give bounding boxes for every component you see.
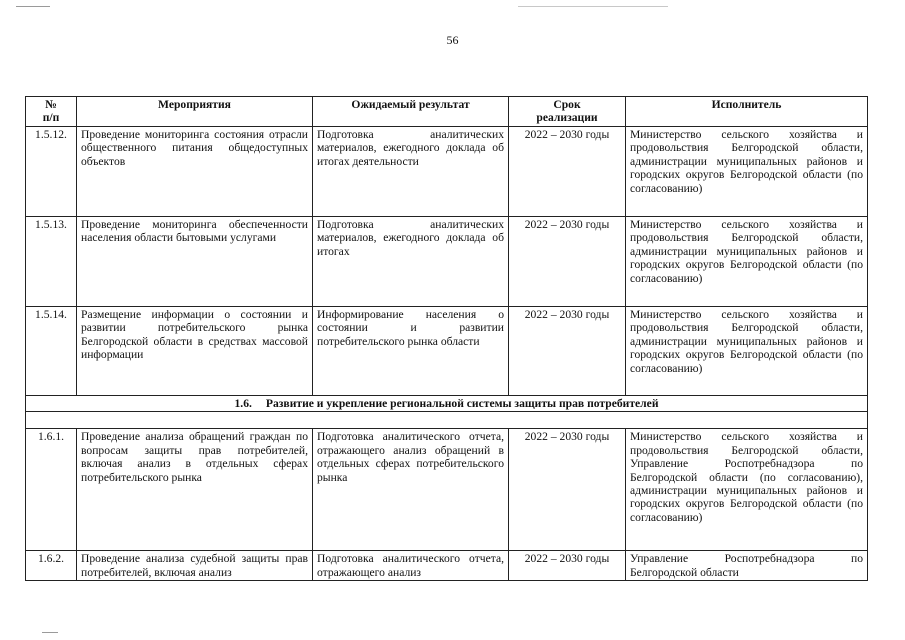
row-executor: Управление Роспотребнадзора по Белгородской области xyxy=(626,551,868,581)
section-title: Развитие и укрепление региональной системы защиты прав потребителей xyxy=(265,397,659,410)
row-num: 1.5.13. xyxy=(26,217,77,307)
header-num xyxy=(26,97,77,127)
row-activity: Размещение информации о состоянии и развитии потребительского рынка Белгородской области в средствах массовой информации xyxy=(77,307,313,396)
header-num-line1: № xyxy=(45,98,57,111)
row-term: 2022 – 2030 годы xyxy=(509,217,626,307)
header-term xyxy=(509,97,626,127)
table-row xyxy=(26,429,868,551)
header-activity: Мероприятия xyxy=(77,97,313,127)
row-activity: Проведение мониторинга состояния отрасли общественного питания общедоступных объектов xyxy=(77,127,313,217)
table-row xyxy=(26,307,868,396)
activities-table xyxy=(25,96,868,581)
row-result: Подготовка аналитического отчета, отражающего анализ xyxy=(313,551,509,581)
table-row xyxy=(26,217,868,307)
row-term: 2022 – 2030 годы xyxy=(509,551,626,581)
row-result: Информирование населения о состоянии и развитии потребительского рынка области xyxy=(313,307,509,396)
header-term-line2: реализации xyxy=(536,111,598,125)
row-result: Подготовка аналитических материалов, ежегодного доклада об итогах деятельности xyxy=(313,127,509,217)
row-activity: Проведение мониторинга обеспеченности населения области бытовыми услугами xyxy=(77,217,313,307)
scan-mark-bottom-left xyxy=(42,632,58,633)
page-number: 56 xyxy=(446,33,459,47)
row-term: 2022 – 2030 годы xyxy=(509,127,626,217)
row-result: Подготовка аналитических материалов, ежегодного доклада об итогах xyxy=(313,217,509,307)
section-heading xyxy=(26,396,868,412)
row-executor: Министерство сельского хозяйства и продовольствия Белгородской области, администрации муниципальных районов и городских округов Белгородской области (по согласованию) xyxy=(626,127,868,217)
header-term-line1: Срок xyxy=(553,98,581,111)
spacer-row xyxy=(26,412,868,429)
scan-mark-top-right xyxy=(518,6,668,7)
row-term: 2022 – 2030 годы xyxy=(509,429,626,551)
scan-mark-top-left xyxy=(16,6,50,7)
row-executor: Министерство сельского хозяйства и продовольствия Белгородской области, Управление Роспотребнадзора по Белгородской области (по согласованию), администрации муниципальных районов и городских округов Белгородской области (по согласованию) xyxy=(626,429,868,551)
row-result: Подготовка аналитического отчета, отражающего анализ обращений в отдельных сферах потребительского рынка xyxy=(313,429,509,551)
row-term: 2022 – 2030 годы xyxy=(509,307,626,396)
table-row xyxy=(26,551,868,581)
header-num-line2: п/п xyxy=(42,111,60,125)
row-num: 1.6.1. xyxy=(26,429,77,551)
row-activity: Проведение анализа судебной защиты прав потребителей, включая анализ xyxy=(77,551,313,581)
header-result: Ожидаемый результат xyxy=(313,97,509,127)
section-number: 1.6. xyxy=(234,397,252,410)
row-executor: Министерство сельского хозяйства и продовольствия Белгородской области, администрации муниципальных районов и городских округов Белгородской области (по согласованию) xyxy=(626,217,868,307)
table-row xyxy=(26,127,868,217)
section-row xyxy=(26,396,868,412)
spacer-cell xyxy=(26,412,868,429)
table-header-row xyxy=(26,97,868,127)
row-activity: Проведение анализа обращений граждан по вопросам защиты прав потребителей, включая анализ в отдельных сферах потребительского рынка xyxy=(77,429,313,551)
row-num: 1.6.2. xyxy=(26,551,77,581)
row-num: 1.5.14. xyxy=(26,307,77,396)
row-num: 1.5.12. xyxy=(26,127,77,217)
row-executor: Министерство сельского хозяйства и продовольствия Белгородской области, администрации муниципальных районов и городских округов Белгородской области (по согласованию) xyxy=(626,307,868,396)
header-executor: Исполнитель xyxy=(626,97,868,127)
